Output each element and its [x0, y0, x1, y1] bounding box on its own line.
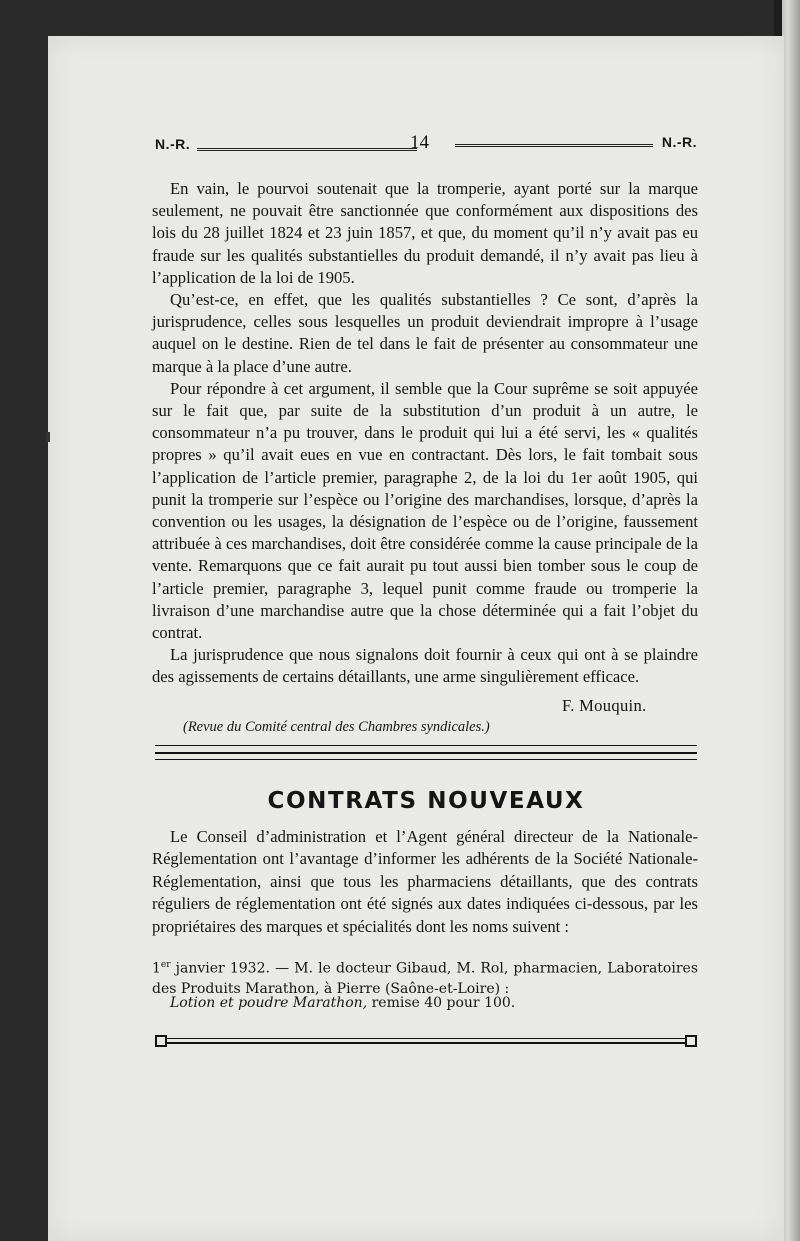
ornament-square-left	[155, 1035, 167, 1047]
ornament-square-right	[685, 1035, 697, 1047]
binding-mark	[46, 432, 50, 442]
entry-date-day: 1	[152, 960, 161, 977]
ornament-line-thin	[165, 1038, 687, 1039]
header-rule-right	[455, 144, 653, 147]
header-left-mark: N.-R.	[155, 136, 191, 152]
article-body	[152, 178, 698, 689]
article-paragraph-3: Pour répondre à cet argument, il semble que la Cour suprême se soit appuyée sur le fait que, par suite de la substitution d’un produit à un autre, le consommateur n’a pu trouver, dans le produit qui lui a été servi, les « qualités propres » qu’il avait eues en vue en contractant. Dès lors, le fait tombait sous l’application de l’article premier, paragraphe 2, de la loi du 1er août 1905, qui punit la tromperie sur l’espèce ou l’origine des marchandises, lorsque, d’après la convention ou les usages, la désignation de l’espèce ou de l’origine, faussement attribuée à ces marchandises, doit être considérée comme la cause principale de la vente. Remarquons que ce fait aurait pu tout aussi bien tomber sous le coup de l’article premier, paragraphe 3, lequel punit comme fraude ou tromperie la livraison d’une marchandise autre que la chose déterminée qui a fait l’objet du contrat.	[152, 378, 698, 643]
entry-discount: remise 40 pour 100.	[367, 995, 516, 1011]
article-paragraph-1: En vain, le pourvoi soutenait que la tromperie, ayant porté sur la marque seulement, ne pouvait être sanctionnée que conformément aux dispositions des lois du 28 juillet 1824 et 23 juin 1857, et que, du moment qu’il n’y avait pas eu fraude sur les qualités substantielles du produit demandé, il n’y avait pas lieu à l’application de la loi de 1905.	[152, 179, 698, 287]
header-right-mark: N.-R.	[661, 134, 697, 150]
contract-entry	[152, 955, 698, 999]
ornament-line-thick	[165, 1042, 687, 1044]
entry-text: M. le docteur Gibaud, M. Rol, pharmacien, Laboratoires des Produits Marathon, à Pierre (Saône-et-Loire) :	[152, 960, 699, 997]
contract-product-line	[170, 995, 690, 1011]
section-notice: Le Conseil d’administration et l’Agent général directeur de la Nationale-Réglementation ont l’avantage d’informer les adhérents de la Société Nationale-Réglementation, ainsi que tous les pharmaciens détaillants, que des contrats réguliers de réglementation ont été signés aux dates indiquées ci-dessous, par les propriétaires des marques et spécialités dont les noms suivent :	[152, 827, 698, 936]
entry-date: janvier 1932. —	[170, 960, 295, 977]
entry-date-superscript: er	[160, 960, 171, 970]
article-paragraph-2: Qu’est-ce, en effet, que les qualités substantielles ? Ce sont, d’après la jurisprudence, celles sous lesquelles un produit deviendrait impropre à l’usage auquel on le destine. Rien de tel dans le fait de présenter au consommateur une marque à la place d’une autre.	[152, 290, 698, 376]
section-divider-middle	[155, 752, 697, 754]
entry-product: Lotion et poudre Marathon,	[170, 995, 368, 1011]
page-number: 14	[410, 132, 429, 153]
author-signature: F. Mouquin.	[562, 696, 647, 715]
header-rule-left	[197, 148, 417, 151]
section-divider-bottom	[155, 759, 697, 760]
source-citation: (Revue du Comité central des Chambres syndicales.)	[183, 719, 490, 735]
section-title: CONTRATS NOUVEAUX	[267, 788, 585, 814]
article-paragraph-4: La jurisprudence que nous signalons doit fournir à ceux qui ont à se plaindre des agissements de certains détaillants, une arme singulièrement efficace.	[152, 645, 698, 687]
section-divider-top	[155, 745, 697, 746]
bottom-ornament	[155, 1032, 697, 1048]
